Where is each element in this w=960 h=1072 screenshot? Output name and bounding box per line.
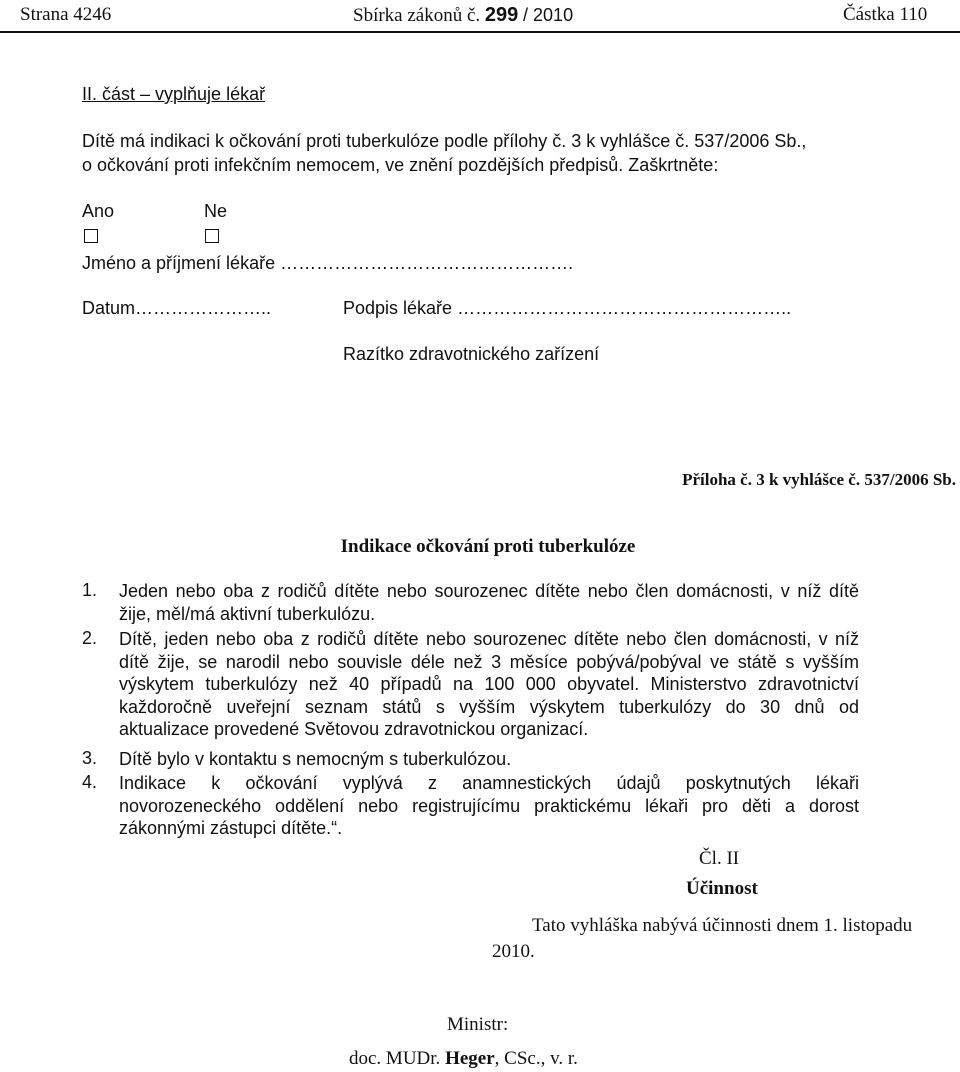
list-item-number: 3. — [82, 748, 98, 768]
list-item-line: zákonnými zástupci dítěte.“. — [119, 818, 343, 838]
date-field: Datum………………….. — [82, 298, 272, 318]
signoff-role: Ministr: — [447, 1014, 509, 1035]
intro-line-2: o očkování proti infekčním nemocem, ve znění pozdějších předpisů. Zaškrtněte: — [82, 155, 719, 175]
section-title: II. část – vyplňuje lékař — [82, 84, 266, 104]
list-item-line: Indikace k očkování vyplývá z anamnestických údajů poskytnutých lékaři — [119, 773, 859, 793]
yes-label: Ano — [82, 201, 115, 221]
list-item-line: Dítě, jeden nebo oba z rodičů dítěte nebo sourozenec dítěte nebo člen domácnosti, v níž — [119, 629, 859, 649]
annex-reference: Příloha č. 3 k vyhlášce č. 537/2006 Sb. — [682, 470, 956, 489]
no-label: Ne — [204, 201, 228, 221]
article-number: Čl. II — [699, 848, 740, 869]
list-item-number: 2. — [82, 628, 98, 648]
signoff-name — [349, 1048, 578, 1070]
collection-number: 299 — [484, 4, 519, 26]
list-item-line: každoročně uveřejní seznam států s vyšším výskytem tuberkulózy do 30 dnů od — [119, 696, 859, 717]
list-item — [119, 772, 859, 840]
collection-title — [353, 4, 573, 27]
page-number: Strana 4246 — [20, 4, 112, 25]
no-checkbox[interactable] — [205, 229, 219, 248]
list-item-number: 4. — [82, 772, 98, 792]
doctor-name-field: Jméno a příjmení lékaře …………………………………………. — [82, 253, 574, 273]
issue-part: Částka 110 — [843, 4, 928, 25]
article-title: Účinnost — [686, 878, 758, 899]
intro-line-1: Dítě má indikaci k očkování proti tuberkulóze podle přílohy č. 3 k vyhlášce č. 537/2006 Sb., — [82, 131, 807, 151]
annex-title: Indikace očkování proti tuberkulóze — [340, 536, 636, 557]
list-item-line: Jeden nebo oba z rodičů dítěte nebo sourozenec dítěte nebo člen domácnosti, v níž dítě — [119, 581, 859, 601]
list-item-line: novorozeneckého oddělení nebo registrujícímu praktickému lékaři pro děti a dorost — [119, 795, 859, 816]
list-item-line: žije, měl/má aktivní tuberkulózu. — [119, 603, 376, 624]
signoff-suffix: , CSc., v. r. — [494, 1048, 578, 1069]
list-item-line: dítě žije, se narodil nebo souvisle déle než 3 měsíce pobývá/pobýval ve státě s vyšším — [119, 651, 859, 672]
stamp-label: Razítko zdravotnického zařízení — [343, 344, 600, 364]
list-item — [119, 748, 859, 771]
signoff-surname: Heger — [445, 1048, 495, 1069]
article-text-line-2: 2010. — [492, 941, 535, 962]
list-item — [119, 628, 859, 741]
list-item-line: Dítě bylo v kontaktu s nemocným s tuberkulózou. — [119, 749, 512, 769]
collection-year: / 2010 — [523, 5, 574, 25]
list-item-number: 1. — [82, 580, 98, 600]
signoff-prefix: doc. MUDr. — [349, 1048, 441, 1069]
signature-field: Podpis lékaře ……………………………………………….. — [343, 298, 792, 318]
list-item-line: aktualizace provedené Světovou zdravotnickou organizací. — [119, 719, 589, 739]
collection-label: Sbírka zákonů č. — [353, 5, 481, 26]
list-item-line: výskytem tuberkulózy než 40 případů na 100 000 obyvatel. Ministerstvo zdravotnictví — [119, 674, 859, 694]
list-item — [119, 580, 859, 625]
yes-checkbox[interactable] — [84, 229, 98, 248]
article-text-line-1: Tato vyhláška nabývá účinnosti dnem 1. listopadu — [532, 915, 913, 936]
header-rule — [0, 31, 960, 33]
